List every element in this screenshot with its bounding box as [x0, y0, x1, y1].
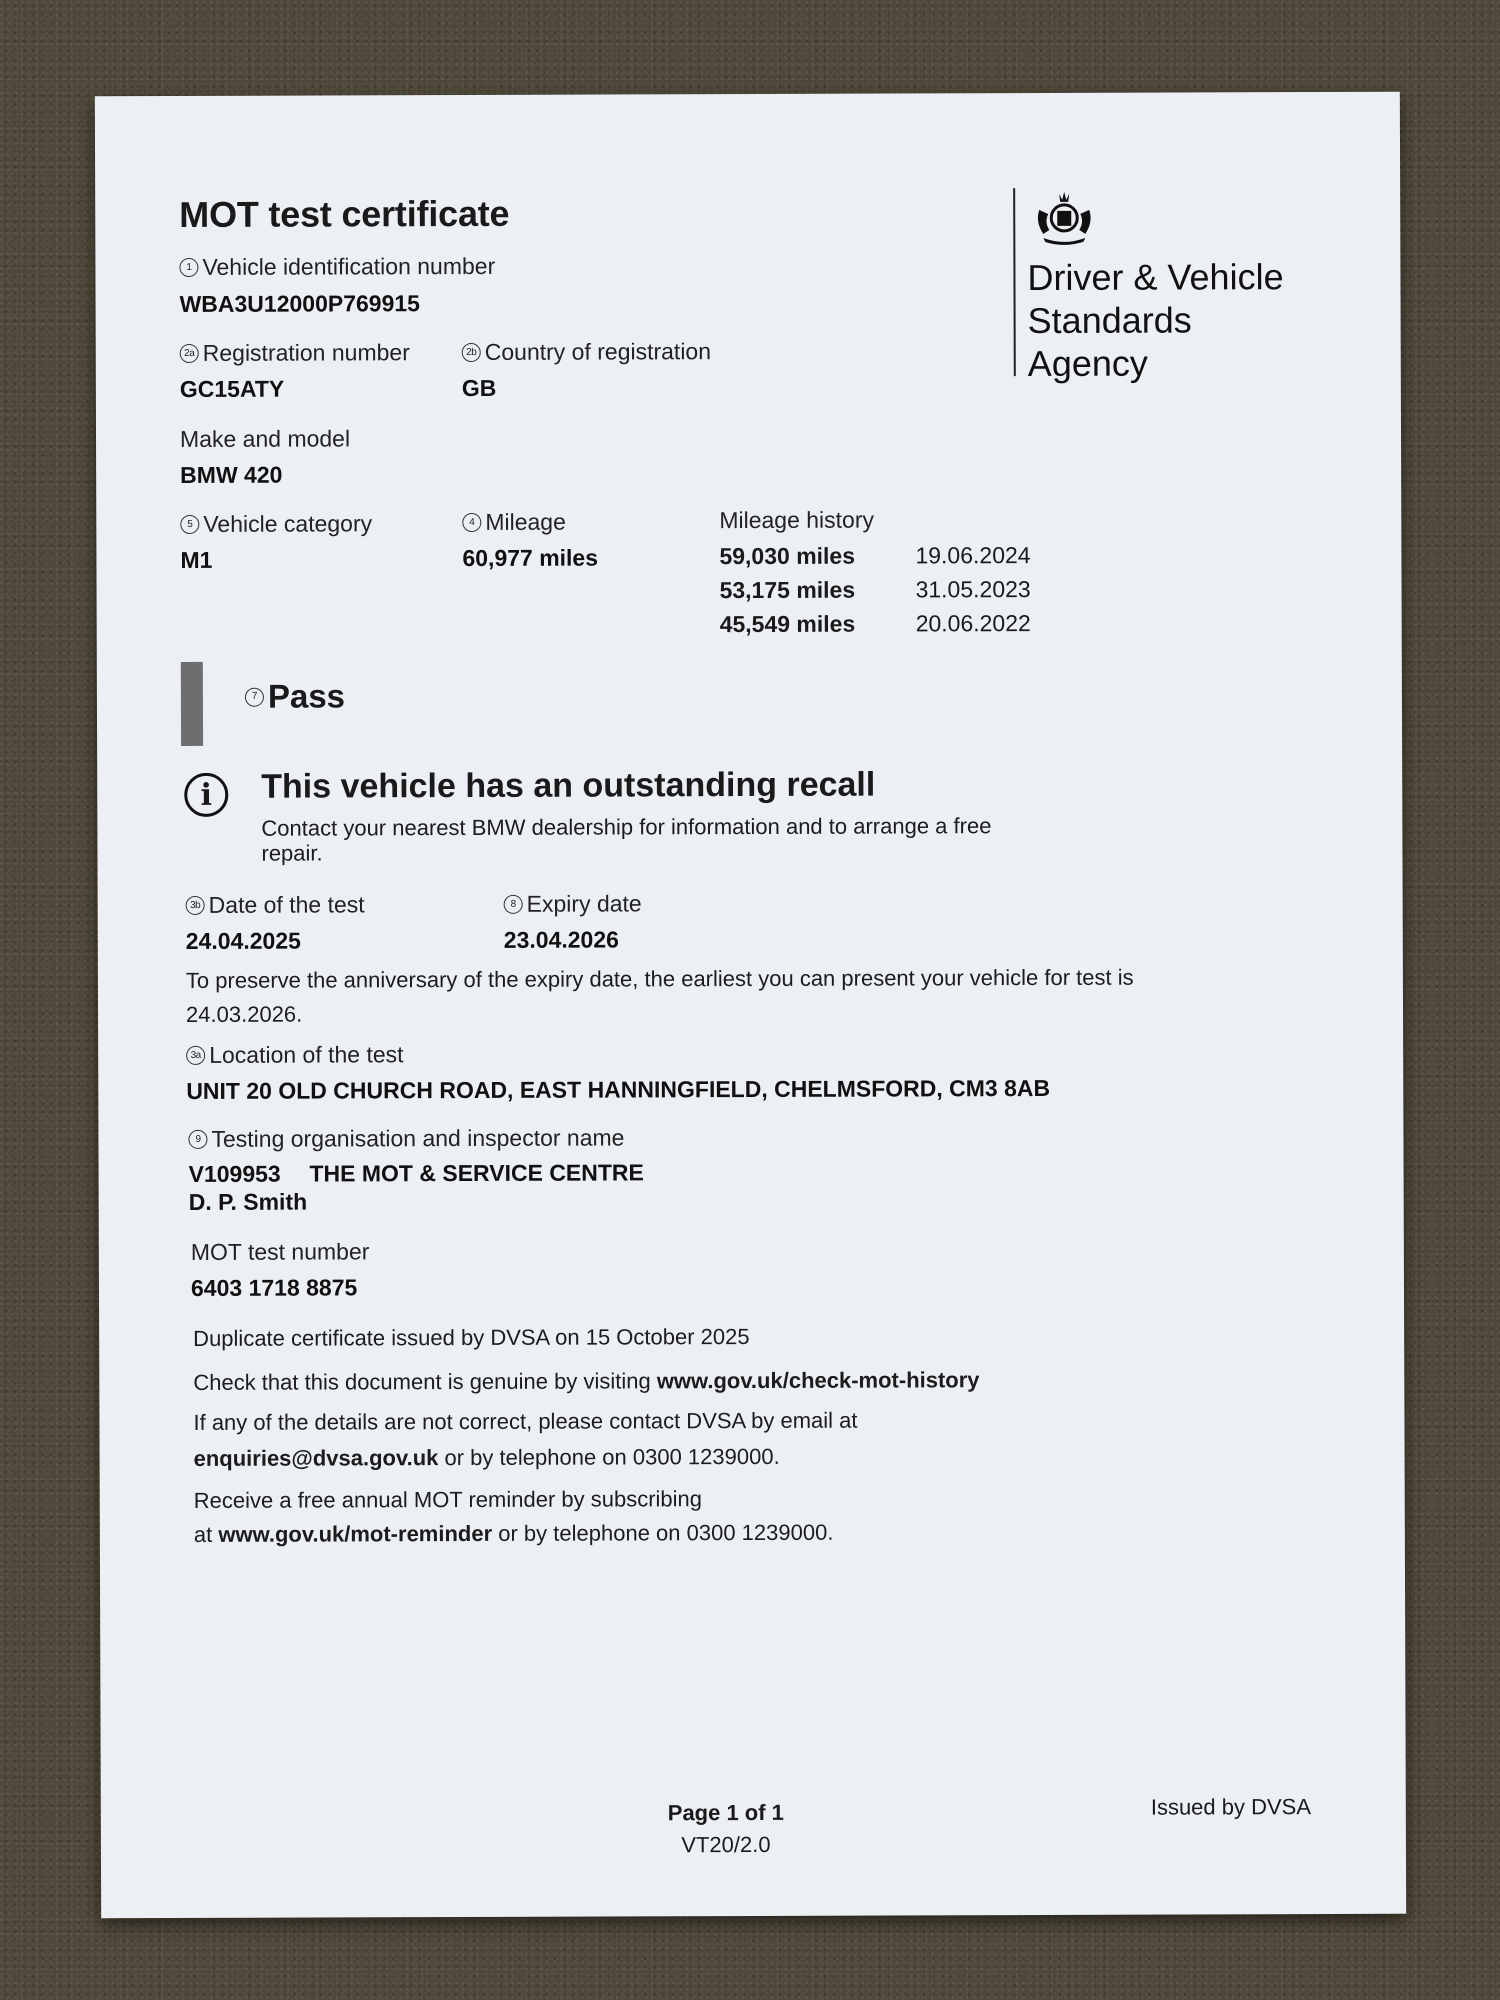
- field-number-badge: 1: [179, 258, 198, 277]
- genuine-check-line: [193, 1367, 979, 1396]
- certificate-paper: [95, 92, 1406, 1919]
- registration-value: GC15ATY: [179, 375, 285, 402]
- vehicle-category-value: M1: [180, 546, 213, 573]
- field-number-badge: 8: [504, 895, 523, 914]
- result-bar: [181, 662, 203, 746]
- field-number-badge: 9: [188, 1130, 207, 1149]
- contact-line-1: If any of the details are not correct, please contact DVSA by email at: [193, 1407, 858, 1435]
- expiry-date-label-text: Expiry date: [526, 890, 642, 917]
- make-model-label: Make and model: [179, 425, 351, 452]
- mot-reminder-link[interactable]: www.gov.uk/mot-reminder: [218, 1520, 493, 1547]
- registration-label: [180, 339, 410, 367]
- history-date: 20.06.2022: [915, 610, 1031, 637]
- info-icon: i: [184, 773, 228, 817]
- field-number-badge: 7: [245, 687, 264, 706]
- contact-phone-text: or by telephone on 0300 1239000.: [438, 1443, 780, 1471]
- contact-line-2: [194, 1444, 780, 1472]
- mileage-history-row: [719, 538, 1030, 573]
- check-mot-history-link[interactable]: www.gov.uk/check-mot-history: [656, 1367, 980, 1394]
- recall-text-line-1: Contact your nearest BMW dealership for information and to arrange a free: [261, 813, 992, 841]
- genuine-check-text: Check that this document is genuine by visiting: [193, 1368, 657, 1395]
- test-location-value: UNIT 20 OLD CHURCH ROAD, EAST HANNINGFIELD, CHELMSFORD, CM3 8AB: [186, 1074, 1051, 1104]
- field-number-badge: 5: [180, 515, 199, 534]
- issued-by: Issued by DVSA: [1150, 1794, 1312, 1820]
- mileage-history-list: [719, 538, 1030, 641]
- history-date: 31.05.2023: [915, 576, 1031, 603]
- history-miles: 45,549 miles: [719, 610, 856, 638]
- mot-test-number-value: 6403 1718 8875: [190, 1274, 358, 1301]
- vehicle-category-label-text: Vehicle category: [203, 510, 373, 537]
- field-number-badge: 4: [462, 513, 481, 532]
- field-number-badge: 2b: [462, 343, 481, 362]
- make-model-value: BMW 420: [180, 461, 283, 488]
- country-label-text: Country of registration: [484, 338, 712, 365]
- reminder-line-1: Receive a free annual MOT reminder by subscribing: [193, 1486, 703, 1513]
- mileage-history-row: [720, 606, 1031, 641]
- result-pass: [245, 677, 345, 715]
- testing-organisation-label-text: Testing organisation and inspector name: [211, 1124, 625, 1152]
- contact-email-link[interactable]: enquiries@dvsa.gov.uk: [193, 1445, 439, 1471]
- form-code: VT20/2.0: [681, 1831, 771, 1858]
- page-number: Page 1 of 1: [667, 1799, 784, 1826]
- anniversary-note-line-2: 24.03.2026.: [185, 1001, 303, 1027]
- anniversary-note-line-1: To preserve the anniversary of the expiry date, the earliest you can present your vehicle for test is: [185, 964, 1134, 993]
- royal-coat-of-arms-icon: [1029, 188, 1099, 248]
- vin-value: WBA3U12000P769915: [179, 290, 420, 317]
- expiry-date-value: 23.04.2026: [503, 926, 619, 953]
- agency-name: [1027, 255, 1284, 385]
- recall-text-line-2: repair.: [261, 840, 323, 866]
- country-value: GB: [461, 374, 497, 402]
- test-location-label-text: Location of the test: [209, 1041, 404, 1068]
- vin-label-text: Vehicle identification number: [202, 252, 496, 280]
- organisation-name: THE MOT & SERVICE CENTRE: [309, 1159, 644, 1187]
- agency-line-3: Agency: [1027, 342, 1148, 385]
- vehicle-category-label: [180, 510, 372, 538]
- history-date: 19.06.2024: [915, 542, 1031, 569]
- mileage-label: [462, 509, 566, 536]
- organisation-code: V109953: [188, 1160, 281, 1187]
- field-number-badge: 3a: [186, 1046, 205, 1065]
- result-text: Pass: [267, 677, 346, 715]
- history-miles: 59,030 miles: [719, 542, 856, 570]
- recall-title: This vehicle has an outstanding recall: [261, 765, 876, 806]
- reminder-phone-text: or by telephone on 0300 1239000.: [492, 1519, 834, 1546]
- reminder-prefix: at: [193, 1521, 219, 1547]
- test-date-value: 24.04.2025: [185, 927, 301, 954]
- inspector-name: D. P. Smith: [188, 1188, 308, 1215]
- dvsa-logo: [1013, 187, 1284, 385]
- field-number-badge: 2a: [180, 344, 199, 363]
- country-label: [462, 338, 711, 366]
- certificate-title: MOT test certificate: [179, 192, 510, 235]
- field-number-badge: 3b: [186, 896, 205, 915]
- vin-label: [179, 253, 495, 281]
- testing-organisation-label: [188, 1124, 624, 1153]
- mileage-history-row: [719, 572, 1030, 607]
- mileage-label-text: Mileage: [485, 508, 566, 535]
- expiry-date-label: [504, 890, 642, 917]
- duplicate-note: Duplicate certificate issued by DVSA on 15 October 2025: [193, 1324, 750, 1351]
- mileage-history-label: Mileage history: [719, 506, 875, 534]
- registration-label-text: Registration number: [202, 339, 410, 366]
- history-miles: 53,175 miles: [719, 576, 856, 604]
- mot-test-number-label: MOT test number: [190, 1238, 370, 1265]
- test-date-label-text: Date of the test: [208, 891, 365, 918]
- testing-organisation-value: [189, 1159, 644, 1188]
- agency-line-1: Driver & Vehicle: [1027, 256, 1284, 299]
- agency-line-2: Standards: [1027, 299, 1192, 342]
- reminder-line-2: [194, 1520, 834, 1548]
- mileage-value: 60,977 miles: [462, 544, 599, 572]
- test-date-label: [186, 891, 365, 919]
- test-location-label: [186, 1041, 403, 1069]
